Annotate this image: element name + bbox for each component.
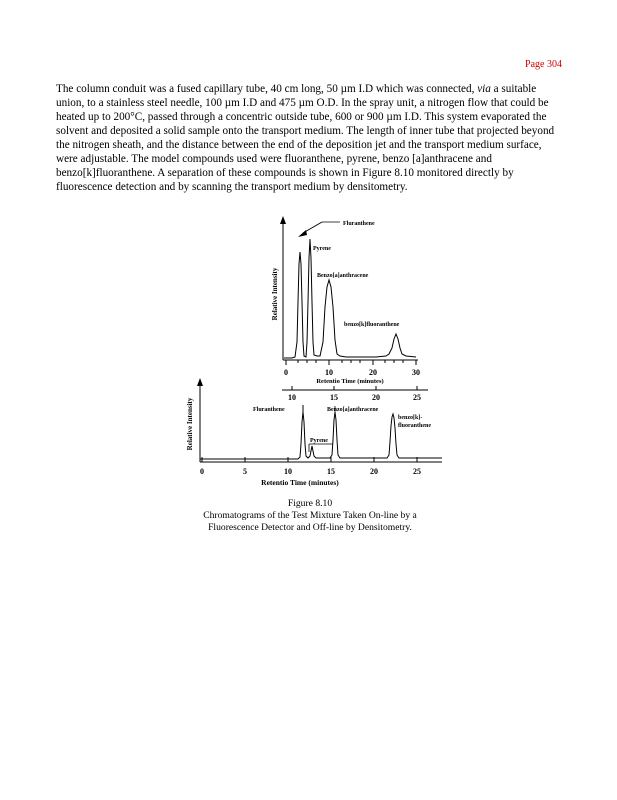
top-y-axis-label: Relative Intensity	[271, 267, 279, 321]
top-label-fluranthene: Fluranthene	[343, 221, 375, 227]
bottom-label-fluranthene: Fluranthene	[253, 407, 285, 413]
top-tick-10: 10	[325, 368, 333, 377]
top-trace	[284, 239, 416, 358]
body-text-part-1: The column conduit was a fused capillary tube, 40 cm long, 50 µm I.D which was connected,	[56, 83, 478, 95]
top-y-axis-arrow	[280, 216, 286, 224]
bottom-tick-20: 20	[370, 467, 378, 476]
bottom-top-tick-20: 20	[372, 393, 380, 402]
body-paragraph	[56, 82, 561, 200]
top-chromatogram	[271, 216, 420, 385]
bottom-y-axis-arrow	[197, 378, 203, 386]
top-tick-30: 30	[412, 368, 420, 377]
caption-line-2: Fluorescence Detector and Off-line by Densitometry.	[208, 522, 412, 533]
bottom-x-axis-label: Retentio Time (minutes)	[261, 478, 339, 487]
bottom-tick-0: 0	[200, 467, 204, 476]
fluranthene-arrowhead	[298, 230, 307, 237]
top-x-axis-label: Retentio Time (minutes)	[316, 378, 384, 385]
bottom-tick-25: 25	[413, 467, 421, 476]
figure-caption	[150, 498, 470, 534]
figure-8-10	[180, 212, 460, 495]
top-tick-0: 0	[284, 368, 288, 377]
caption-line-1: Chromatograms of the Test Mixture Taken On-line by a	[203, 510, 417, 521]
bottom-top-tick-15: 15	[330, 393, 338, 402]
page-number: Page 304	[525, 59, 562, 70]
top-label-benzo-a: Benzo[a]anthracene	[317, 273, 369, 279]
bottom-tick-5: 5	[243, 467, 247, 476]
bottom-tick-15: 15	[327, 467, 335, 476]
bottom-y-axis-label: Relative Intensity	[186, 397, 194, 451]
bottom-top-tick-25: 25	[413, 393, 421, 402]
top-label-benzo-k: benzo[k]fluoranthene	[344, 322, 400, 328]
bottom-label-benzo-a: Benzo[a]anthracene	[327, 407, 379, 413]
bottom-chromatogram	[186, 378, 442, 487]
body-text-via: via	[477, 83, 491, 95]
top-x-ticks	[286, 360, 416, 365]
top-label-pyrene: Pyrene	[313, 246, 331, 252]
body-text-part-2: a suitable union, to a stainless steel needle, 100 µm I.D and 475 µm O.D. In the spray unit, a nitrogen flow that could be heated up to 200°C, passed through a concentric outside tube, 600 or 900 µm I.D. This system evaporated the solvent and deposited a solid sample onto the transport medium. The length of inner tube that projected beyond the nitrogen sheath, and the distance between the end of the deposition jet and the transport medium surface, were adjustable. The model compounds used were fluoranthene, pyrene, benzo [a]anthracene and benzo[k]fluoranthene. A separation of these compounds is shown in Figure 8.10 monitored directly by fluorescence detection and by scanning the transport medium by densitometry.	[56, 83, 555, 193]
top-tick-20: 20	[369, 368, 377, 377]
bottom-label-benzo-k-2: fluoranthene	[398, 423, 431, 429]
bottom-top-tick-10: 10	[288, 393, 296, 402]
bottom-label-benzo-k-1: benzo[k]-	[398, 415, 423, 421]
bottom-top-ticks	[292, 386, 417, 390]
bottom-label-pyrene: Pyrene	[310, 438, 328, 444]
chromatogram-figure	[180, 212, 460, 495]
bottom-tick-10: 10	[284, 467, 292, 476]
caption-title: Figure 8.10	[287, 498, 333, 509]
